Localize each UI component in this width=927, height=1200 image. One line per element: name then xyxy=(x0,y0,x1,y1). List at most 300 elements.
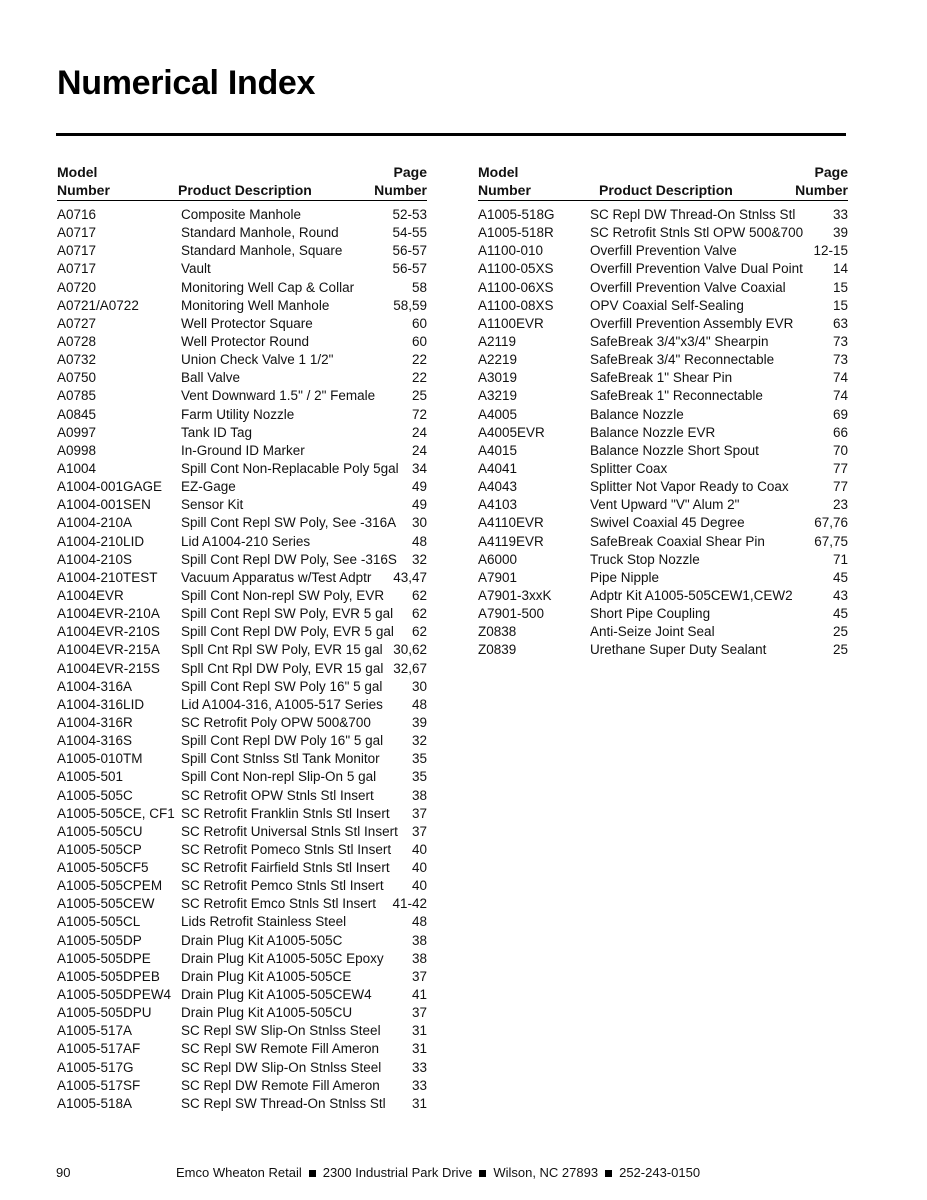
page-number: 71 xyxy=(832,551,848,567)
model-number: A3019 xyxy=(478,370,518,386)
table-row xyxy=(478,460,848,478)
model-number: A1005-505DPU xyxy=(57,1005,152,1021)
table-row xyxy=(57,460,427,478)
model-number: Z0839 xyxy=(478,642,517,658)
model-number: A6000 xyxy=(478,551,518,567)
page-number: 32,67 xyxy=(393,660,427,676)
model-number: A1005-505CPEM xyxy=(57,878,163,894)
model-number: A4005EVR xyxy=(478,424,545,440)
page-number: 15 xyxy=(832,279,848,295)
product-description: SafeBreak 1" Reconnectable xyxy=(590,388,763,404)
product-description: Sensor Kit xyxy=(181,497,244,513)
product-description: Overfill Prevention Valve xyxy=(590,243,737,259)
table-row xyxy=(478,623,848,641)
table-row xyxy=(57,805,427,823)
table-row xyxy=(57,1022,427,1040)
product-description: SC Repl DW Slip-On Stnlss Steel xyxy=(181,1059,382,1075)
table-row xyxy=(478,424,848,442)
product-description: Union Check Valve 1 1/2" xyxy=(181,352,334,368)
model-number: A1004EVR xyxy=(57,587,124,603)
table-row xyxy=(57,478,427,496)
page-number: 40 xyxy=(411,841,427,857)
model-number: A4119EVR xyxy=(478,533,544,549)
page-number: 45 xyxy=(832,606,848,622)
model-number: A4103 xyxy=(478,497,518,513)
product-description: Lid A1004-316, A1005-517 Series xyxy=(181,696,383,712)
model-number: A1005-505CF5 xyxy=(57,860,149,876)
table-row xyxy=(57,950,427,968)
page-number: 33 xyxy=(411,1059,427,1075)
page-number: 62 xyxy=(411,624,427,640)
product-description: SC Retrofit Pemco Stnls Stl Insert xyxy=(181,878,384,894)
page-number: 48 xyxy=(411,696,427,712)
product-description: In-Ground ID Marker xyxy=(181,442,305,458)
product-description: Monitoring Well Cap & Collar xyxy=(181,279,355,295)
table-row xyxy=(57,424,427,442)
black-square-icon xyxy=(309,1170,316,1177)
column-header xyxy=(478,160,848,201)
table-row xyxy=(57,279,427,297)
model-number: A1005-505CL xyxy=(57,914,141,930)
product-description: SafeBreak Coaxial Shear Pin xyxy=(590,533,765,549)
page-number: 40 xyxy=(411,860,427,876)
table-row xyxy=(478,206,848,224)
page-number: 30,62 xyxy=(393,642,427,658)
model-number: A1004-316LID xyxy=(57,696,145,712)
table-row xyxy=(57,859,427,877)
table-row xyxy=(57,224,427,242)
product-description: Spill Cont Stnlss Stl Tank Monitor xyxy=(181,751,380,767)
page-number: 63 xyxy=(832,315,848,331)
product-description: Drain Plug Kit A1005-505C xyxy=(181,932,343,948)
page-number: 30 xyxy=(411,678,427,694)
model-number: A2219 xyxy=(478,352,518,368)
product-description: SafeBreak 3/4"x3/4" Shearpin xyxy=(590,333,769,349)
model-number: A1005-505DPE xyxy=(57,950,151,966)
table-row xyxy=(57,1004,427,1022)
product-description: EZ-Gage xyxy=(181,479,236,495)
table-row xyxy=(57,533,427,551)
page-number: 60 xyxy=(411,333,427,349)
page-number: 35 xyxy=(411,769,427,785)
page-number: 48 xyxy=(411,533,427,549)
footer-phone: 252-243-0150 xyxy=(619,1165,701,1180)
product-description: SC Retrofit Stnls Stl OPW 500&700 xyxy=(590,225,804,241)
product-description: Balance Nozzle EVR xyxy=(590,424,716,440)
model-number: A1005-505CEW xyxy=(57,896,155,912)
index-rows-left xyxy=(57,206,427,1113)
product-description: SC Repl DW Thread-On Stnlss Stl xyxy=(590,207,796,222)
page-number: 62 xyxy=(411,606,427,622)
model-number: A0720 xyxy=(57,279,97,295)
model-number: A0785 xyxy=(57,388,97,404)
model-number: A1005-505CE, CF1 xyxy=(57,805,175,821)
page-number: 37 xyxy=(411,823,427,839)
page-number: 74 xyxy=(832,370,848,386)
model-number: A1004-316R xyxy=(57,714,133,730)
page-number: 31 xyxy=(411,1041,427,1057)
product-description: Vent Upward "V" Alum 2" xyxy=(590,497,740,513)
product-description: Composite Manhole xyxy=(181,207,302,222)
product-description: Overfill Prevention Assembly EVR xyxy=(590,315,794,331)
page-number: 40 xyxy=(411,878,427,894)
product-description-header: Product Description xyxy=(178,182,312,198)
model-number: A4043 xyxy=(478,479,518,495)
table-row xyxy=(57,496,427,514)
product-description: Vacuum Apparatus w/Test Adptr xyxy=(181,569,372,585)
model-number: A1004 xyxy=(57,460,97,476)
footer-company: Emco Wheaton Retail xyxy=(176,1165,302,1180)
product-description: Monitoring Well Manhole xyxy=(181,297,330,313)
product-description: Spill Cont Repl DW Poly 16" 5 gal xyxy=(181,733,384,749)
table-row xyxy=(478,406,848,424)
model-number: Z0838 xyxy=(478,624,517,640)
product-description: Urethane Super Duty Sealant xyxy=(590,642,767,658)
model-number: A3219 xyxy=(478,388,518,404)
page-number: 49 xyxy=(411,479,427,495)
page-number: 25 xyxy=(832,624,848,640)
model-number: A1004EVR-210S xyxy=(57,624,160,640)
page-number: 72 xyxy=(411,406,427,422)
model-number-header: Model Number xyxy=(478,164,531,198)
page-number-header: Page Number xyxy=(795,164,848,198)
product-description: SC Retrofit Franklin Stnls Stl Insert xyxy=(181,805,390,821)
model-number: A1005-501 xyxy=(57,769,124,785)
footer-contact xyxy=(176,1163,700,1183)
product-description: SC Retrofit OPW Stnls Stl Insert xyxy=(181,787,374,803)
page-number: 33 xyxy=(832,207,848,222)
model-number: A4041 xyxy=(478,460,518,476)
product-description: Well Protector Square xyxy=(181,315,313,331)
model-number: A1004-316S xyxy=(57,733,133,749)
table-row xyxy=(57,333,427,351)
model-number: A0717 xyxy=(57,243,97,259)
model-number: A1005-010TM xyxy=(57,751,143,767)
table-row xyxy=(57,242,427,260)
model-number: A1100-06XS xyxy=(478,279,554,295)
table-row xyxy=(478,442,848,460)
page-number: 31 xyxy=(411,1095,427,1111)
table-row xyxy=(57,932,427,950)
product-description: Standard Manhole, Round xyxy=(181,225,339,241)
product-description: SC Repl DW Remote Fill Ameron xyxy=(181,1077,380,1093)
page-number: 54-55 xyxy=(392,225,427,241)
model-number: A1005-505C xyxy=(57,787,133,803)
product-description: Balance Nozzle xyxy=(590,406,684,422)
product-description: Splitter Not Vapor Ready to Coax xyxy=(590,479,789,495)
table-row xyxy=(478,242,848,260)
model-number: A1004EVR-215S xyxy=(57,660,160,676)
page-number: 43 xyxy=(832,587,848,603)
table-row xyxy=(57,787,427,805)
page-number: 23 xyxy=(832,497,848,513)
table-row xyxy=(57,1077,427,1095)
product-description: Vent Downward 1.5" / 2" Female xyxy=(181,388,376,404)
table-row xyxy=(478,533,848,551)
table-row xyxy=(57,714,427,732)
model-number: A1004-210LID xyxy=(57,533,145,549)
product-description: Drain Plug Kit A1005-505CU xyxy=(181,1005,353,1021)
model-number: A0845 xyxy=(57,406,97,422)
table-row xyxy=(478,387,848,405)
page-number: 66 xyxy=(832,424,848,440)
page-number: 56-57 xyxy=(392,243,427,259)
model-number: A1100-05XS xyxy=(478,261,554,277)
page-number: 34 xyxy=(411,460,427,476)
page-number: 33 xyxy=(411,1077,427,1093)
page-number: 69 xyxy=(832,406,848,422)
model-number: A7901-3xxK xyxy=(478,587,552,603)
model-number: A1004-210TEST xyxy=(57,569,158,585)
model-number: A1005-518A xyxy=(57,1095,133,1111)
table-row xyxy=(57,660,427,678)
table-row xyxy=(57,732,427,750)
product-description: SafeBreak 1" Shear Pin xyxy=(590,370,733,386)
model-number: A7901 xyxy=(478,569,518,585)
table-row xyxy=(478,605,848,623)
product-description: Lids Retrofit Stainless Steel xyxy=(181,914,347,930)
product-description: Ball Valve xyxy=(181,370,241,386)
product-description: SC Repl SW Slip-On Stnlss Steel xyxy=(181,1023,381,1039)
model-number: A1005-505DP xyxy=(57,932,142,948)
index-column-right xyxy=(478,160,848,660)
page-number: 25 xyxy=(832,642,848,658)
table-row xyxy=(57,315,427,333)
model-number: A7901-500 xyxy=(478,606,545,622)
table-row xyxy=(57,297,427,315)
product-description: SC Repl SW Remote Fill Ameron xyxy=(181,1041,380,1057)
table-row xyxy=(57,1059,427,1077)
page-number: 49 xyxy=(411,497,427,513)
model-number: A1005-505DPEW4 xyxy=(57,987,172,1003)
model-number: A1004EVR-215A xyxy=(57,642,160,658)
product-description: Spill Cont Non-repl SW Poly, EVR xyxy=(181,587,385,603)
page-number: 77 xyxy=(832,479,848,495)
page-number: 24 xyxy=(411,442,427,458)
page-number: 25 xyxy=(411,388,427,404)
model-number: A1005-505DPEB xyxy=(57,968,160,984)
product-description: SC Retrofit Fairfield Stnls Stl Insert xyxy=(181,860,390,876)
product-description: Spill Cont Repl SW Poly, See -316A xyxy=(181,515,397,531)
page-number: 37 xyxy=(411,805,427,821)
product-description: Drain Plug Kit A1005-505CE xyxy=(181,968,352,984)
product-description: Spill Cont Non-Replacable Poly 5gal xyxy=(181,460,399,476)
table-row xyxy=(57,1095,427,1113)
table-row xyxy=(57,587,427,605)
table-row xyxy=(57,206,427,224)
table-row xyxy=(57,750,427,768)
page-number: 74 xyxy=(832,388,848,404)
table-row xyxy=(57,387,427,405)
model-number: A1004-001SEN xyxy=(57,497,151,513)
model-number: A1100EVR xyxy=(478,315,544,331)
product-description: SafeBreak 3/4" Reconnectable xyxy=(590,352,775,368)
product-description: Overfill Prevention Valve Coaxial xyxy=(590,279,786,295)
table-row xyxy=(57,1040,427,1058)
product-description: Short Pipe Coupling xyxy=(590,606,711,622)
table-row xyxy=(57,569,427,587)
product-description: Anti-Seize Joint Seal xyxy=(590,624,715,640)
model-number: A0727 xyxy=(57,315,97,331)
page-number: 62 xyxy=(411,587,427,603)
table-row xyxy=(478,514,848,532)
page-number: 67,76 xyxy=(814,515,848,531)
page-number: 52-53 xyxy=(392,207,427,222)
page-number: 32 xyxy=(411,551,427,567)
model-number: A1005-517A xyxy=(57,1023,133,1039)
page-number: 73 xyxy=(832,333,848,349)
model-number: A1005-518G xyxy=(478,207,555,222)
table-row xyxy=(57,678,427,696)
product-description: Pipe Nipple xyxy=(590,569,660,585)
table-row xyxy=(478,297,848,315)
model-number: A1005-517SF xyxy=(57,1077,141,1093)
page-number: 37 xyxy=(411,968,427,984)
product-description: Spill Cont Repl SW Poly, EVR 5 gal xyxy=(181,606,394,622)
page-number: 12-15 xyxy=(813,243,848,259)
product-description: Well Protector Round xyxy=(181,333,310,349)
product-description: SC Retrofit Emco Stnls Stl Insert xyxy=(181,896,377,912)
table-row xyxy=(478,315,848,333)
table-row xyxy=(57,641,427,659)
model-number: A2119 xyxy=(478,333,517,349)
model-number: A1004-210S xyxy=(57,551,133,567)
product-description: Spll Cnt Rpl DW Poly, EVR 15 gal xyxy=(181,660,384,676)
table-row xyxy=(57,823,427,841)
page-number: 48 xyxy=(411,914,427,930)
table-row xyxy=(478,279,848,297)
column-header xyxy=(57,160,427,201)
model-number: A1005-518R xyxy=(478,225,554,241)
page-number: 77 xyxy=(832,460,848,476)
model-number: A1004-316A xyxy=(57,678,133,694)
product-description: Spill Cont Non-repl Slip-On 5 gal xyxy=(181,769,377,785)
product-description: Drain Plug Kit A1005-505C Epoxy xyxy=(181,950,384,966)
page-number: 41-42 xyxy=(392,896,427,912)
page-number: 22 xyxy=(411,370,427,386)
page-number: 35 xyxy=(411,751,427,767)
black-square-icon xyxy=(605,1170,612,1177)
product-description: Swivel Coaxial 45 Degree xyxy=(590,515,745,531)
index-column-left xyxy=(57,160,427,1113)
page-title: Numerical Index xyxy=(57,64,316,102)
product-description: SC Retrofit Universal Stnls Stl Insert xyxy=(181,823,398,839)
model-number: A1005-505CP xyxy=(57,841,142,857)
model-number: A0728 xyxy=(57,333,97,349)
table-row xyxy=(478,224,848,242)
product-description: OPV Coaxial Self-Sealing xyxy=(590,297,744,313)
product-description: Tank ID Tag xyxy=(181,424,253,440)
model-number: A0716 xyxy=(57,207,97,222)
model-number: A4005 xyxy=(478,406,518,422)
product-description: Lid A1004-210 Series xyxy=(181,533,311,549)
black-square-icon xyxy=(479,1170,486,1177)
table-row xyxy=(57,913,427,931)
table-row xyxy=(478,351,848,369)
page-number: 60 xyxy=(411,315,427,331)
page-number: 30 xyxy=(411,515,427,531)
table-row xyxy=(57,351,427,369)
model-number: A1004EVR-210A xyxy=(57,606,160,622)
table-row xyxy=(478,641,848,659)
table-row xyxy=(57,514,427,532)
table-row xyxy=(57,442,427,460)
model-number: A0750 xyxy=(57,370,97,386)
product-description: Balance Nozzle Short Spout xyxy=(590,442,759,458)
page-number: 45 xyxy=(832,569,848,585)
table-row xyxy=(57,406,427,424)
product-description: SC Repl SW Thread-On Stnlss Stl xyxy=(181,1095,386,1111)
product-description: Vault xyxy=(181,261,211,277)
table-row xyxy=(57,623,427,641)
page-number: 31 xyxy=(411,1023,427,1039)
table-row xyxy=(57,877,427,895)
model-number: A0997 xyxy=(57,424,97,440)
title-divider xyxy=(56,133,846,136)
page-number: 39 xyxy=(832,225,848,241)
table-row xyxy=(478,496,848,514)
table-row xyxy=(57,260,427,278)
footer-page-number: 90 xyxy=(56,1165,71,1180)
model-number: A1004-001GAGE xyxy=(57,479,163,495)
page-number: 22 xyxy=(411,352,427,368)
product-description: Drain Plug Kit A1005-505CEW4 xyxy=(181,987,372,1003)
model-number: A4110EVR xyxy=(478,515,544,531)
product-description: Standard Manhole, Square xyxy=(181,243,343,259)
table-row xyxy=(57,696,427,714)
page-number: 41 xyxy=(411,987,427,1003)
table-row xyxy=(478,551,848,569)
page-number: 24 xyxy=(411,424,427,440)
model-number: A1005-517G xyxy=(57,1059,134,1075)
table-row xyxy=(57,841,427,859)
page-number: 38 xyxy=(411,787,427,803)
table-row xyxy=(57,968,427,986)
table-row xyxy=(478,478,848,496)
page-number: 32 xyxy=(411,733,427,749)
model-number: A0721/A0722 xyxy=(57,297,139,313)
page-number: 14 xyxy=(832,261,848,277)
page-number: 15 xyxy=(832,297,848,313)
model-number: A0732 xyxy=(57,352,97,368)
product-description: Splitter Coax xyxy=(590,460,668,476)
page-number: 58 xyxy=(411,279,427,295)
page-number: 58,59 xyxy=(393,297,427,313)
table-row xyxy=(57,986,427,1004)
product-description: Farm Utility Nozzle xyxy=(181,406,295,422)
model-number: A0717 xyxy=(57,261,97,277)
page-number: 38 xyxy=(411,950,427,966)
footer-address: 2300 Industrial Park Drive xyxy=(322,1165,473,1180)
product-description: Spill Cont Repl DW Poly, See -316S xyxy=(181,551,397,567)
product-description-header: Product Description xyxy=(599,182,733,198)
page-number: 73 xyxy=(832,352,848,368)
page-number: 37 xyxy=(411,1005,427,1021)
product-description: SC Retrofit Pomeco Stnls Stl Insert xyxy=(181,841,392,857)
model-number: A1100-010 xyxy=(478,243,544,259)
product-description: Spll Cnt Rpl SW Poly, EVR 15 gal xyxy=(181,642,383,658)
model-number: A1100-08XS xyxy=(478,297,554,313)
model-number-header: Model Number xyxy=(57,164,110,198)
page-number: 39 xyxy=(411,714,427,730)
model-number: A4015 xyxy=(478,442,518,458)
product-description: Truck Stop Nozzle xyxy=(590,551,700,567)
table-row xyxy=(57,369,427,387)
table-row xyxy=(57,768,427,786)
product-description: Spill Cont Repl SW Poly 16" 5 gal xyxy=(181,678,383,694)
page-number-header: Page Number xyxy=(374,164,427,198)
table-row xyxy=(478,260,848,278)
